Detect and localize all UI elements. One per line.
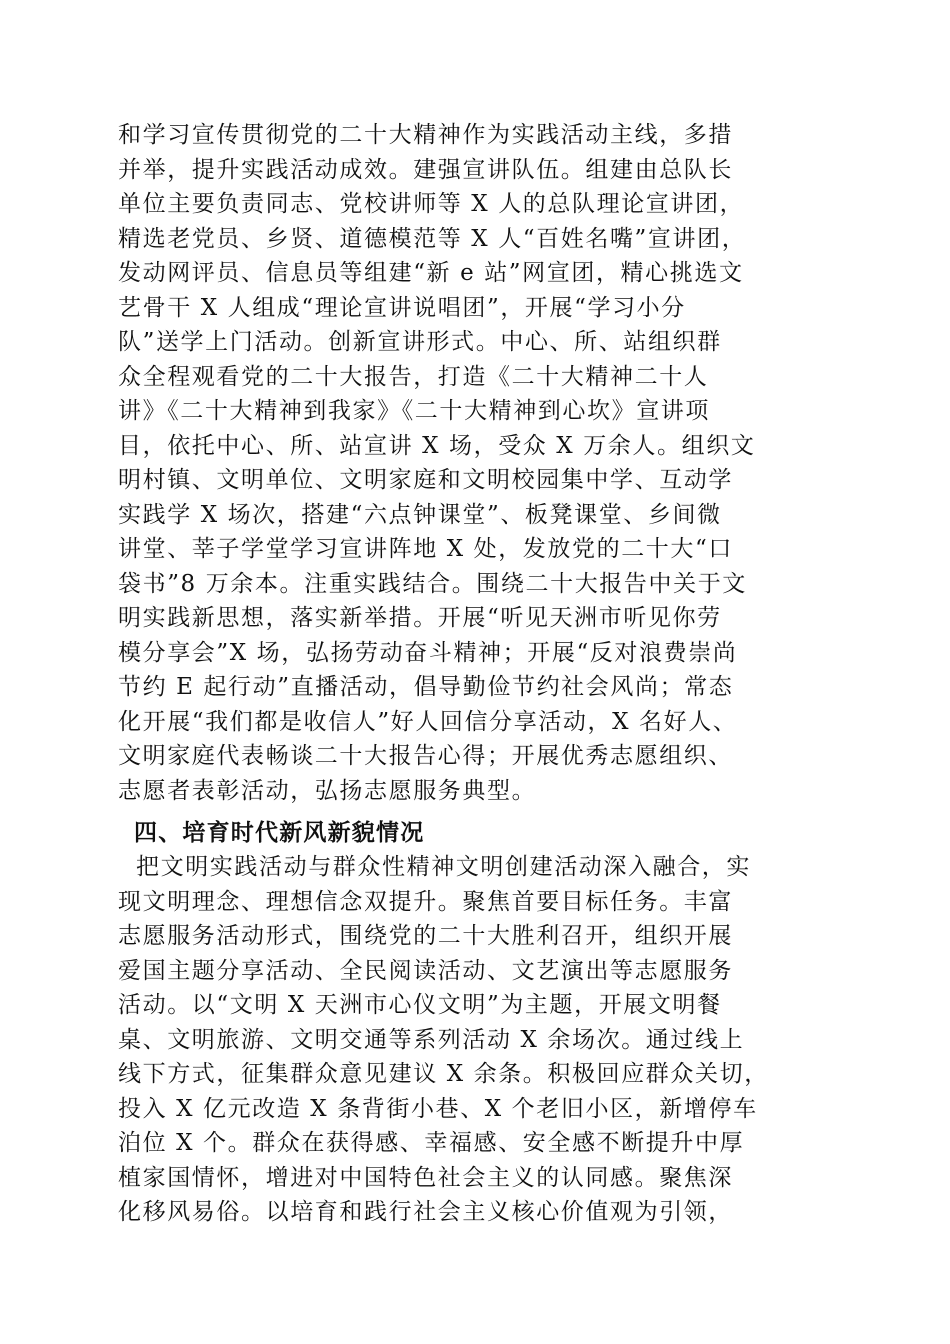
paragraph-line: 投入 X 亿元改造 X 条背街小巷、X 个老旧小区，新增停车 <box>118 1095 758 1122</box>
section-heading <box>118 816 424 851</box>
paragraph-line: 化开展“我们都是收信人”好人回信分享活动，X 名好人、 <box>118 708 738 735</box>
paragraph-line: 文明家庭代表畅谈二十大报告心得；开展优秀志愿组织、 <box>118 743 733 769</box>
paragraph-line: 泊位 X 个。群众在获得感、幸福感、安全感不断提升中厚 <box>118 1130 745 1156</box>
paragraph-line: 和学习宣传贯彻党的二十大精神作为实践活动主线，多措 <box>118 122 733 148</box>
paragraph-line: 单位主要负责同志、党校讲师等 X 人的总队理论宣讲团， <box>118 191 745 217</box>
paragraph-line: 化移风易俗。以培育和践行社会主义核心价值观为引领， <box>118 1199 733 1225</box>
paragraph-line: 爱国主题分享活动、全民阅读活动、文艺演出等志愿服务 <box>118 957 733 984</box>
paragraph-line: 明实践新思想，落实新举措。开展“听见天洲市听见你劳 <box>118 605 722 631</box>
paragraph-line: 讲》《二十大精神到我家》《二十大精神到心坎》宣讲项 <box>118 398 710 424</box>
body-paragraph <box>118 850 830 1230</box>
paragraph-line: 线下方式，征集群众意见建议 X 余条。积极回应群众关切， <box>118 1061 769 1087</box>
paragraph-line: 实践学 X 场次，搭建“六点钟课堂”、板凳课堂、乡间微 <box>118 501 722 528</box>
paragraph-line: 志愿者表彰活动，弘扬志愿服务典型。 <box>118 777 537 804</box>
paragraph-line: 并举，提升实践活动成效。建强宣讲队伍。组建由总队长 <box>118 156 733 183</box>
paragraph-line: 志愿服务活动形式，围绕党的二十大胜利召开，组织开展 <box>118 923 733 949</box>
paragraph-line: 发动网评员、信息员等组建“新 e 站”网宣团，精心挑选文 <box>118 260 744 286</box>
paragraph-line: 活动。以“文明 X 天洲市心仪文明”为主题，开展文明餐 <box>118 992 722 1018</box>
paragraph-line: 明村镇、文明单位、文明家庭和文明校园集中学、互动学 <box>118 467 733 493</box>
paragraph-line: 袋书”8 万余本。注重实践结合。围绕二十大报告中关于文 <box>118 570 747 597</box>
paragraph-line: 桌、文明旅游、文明交通等系列活动 X 余场次。通过线上 <box>118 1026 745 1053</box>
paragraph-line: 目，依托中心、所、站宣讲 X 场，受众 X 万余人。组织文 <box>118 432 756 459</box>
body-paragraph <box>118 118 830 808</box>
paragraph-line: 模分享会”X 场，弘扬劳动奋斗精神；开展“反对浪费崇尚 <box>118 639 738 666</box>
paragraph-line: 队”送学上门活动。创新宣讲形式。中心、所、站组织群 <box>118 329 722 355</box>
paragraph-line: 讲堂、莘子学堂学习宣讲阵地 X 处，发放党的二十大“口 <box>118 536 733 562</box>
paragraph-line: 植家国情怀，增进对中国特色社会主义的认同感。聚焦深 <box>118 1164 733 1191</box>
section-heading-text: 四、培育时代新风新貌情况 <box>134 820 425 846</box>
paragraph-line: 精选老党员、乡贤、道德模范等 X 人“百姓名嘴”宣讲团， <box>118 225 747 252</box>
paragraph-line: 众全程观看党的二十大报告，打造《二十大精神二十人 <box>118 363 709 390</box>
paragraph-line: 现文明理念、理想信念双提升。聚焦首要目标任务。丰富 <box>118 888 733 915</box>
paragraph-line: 节约 E 起行动”直播活动，倡导勤俭节约社会风尚；常态 <box>118 674 734 700</box>
paragraph-line: 艺骨干 X 人组成“理论宣讲说唱团”，开展“学习小分 <box>118 294 686 321</box>
paragraph-line: 把文明实践活动与群众性精神文明创建活动深入融合，实 <box>136 854 751 880</box>
